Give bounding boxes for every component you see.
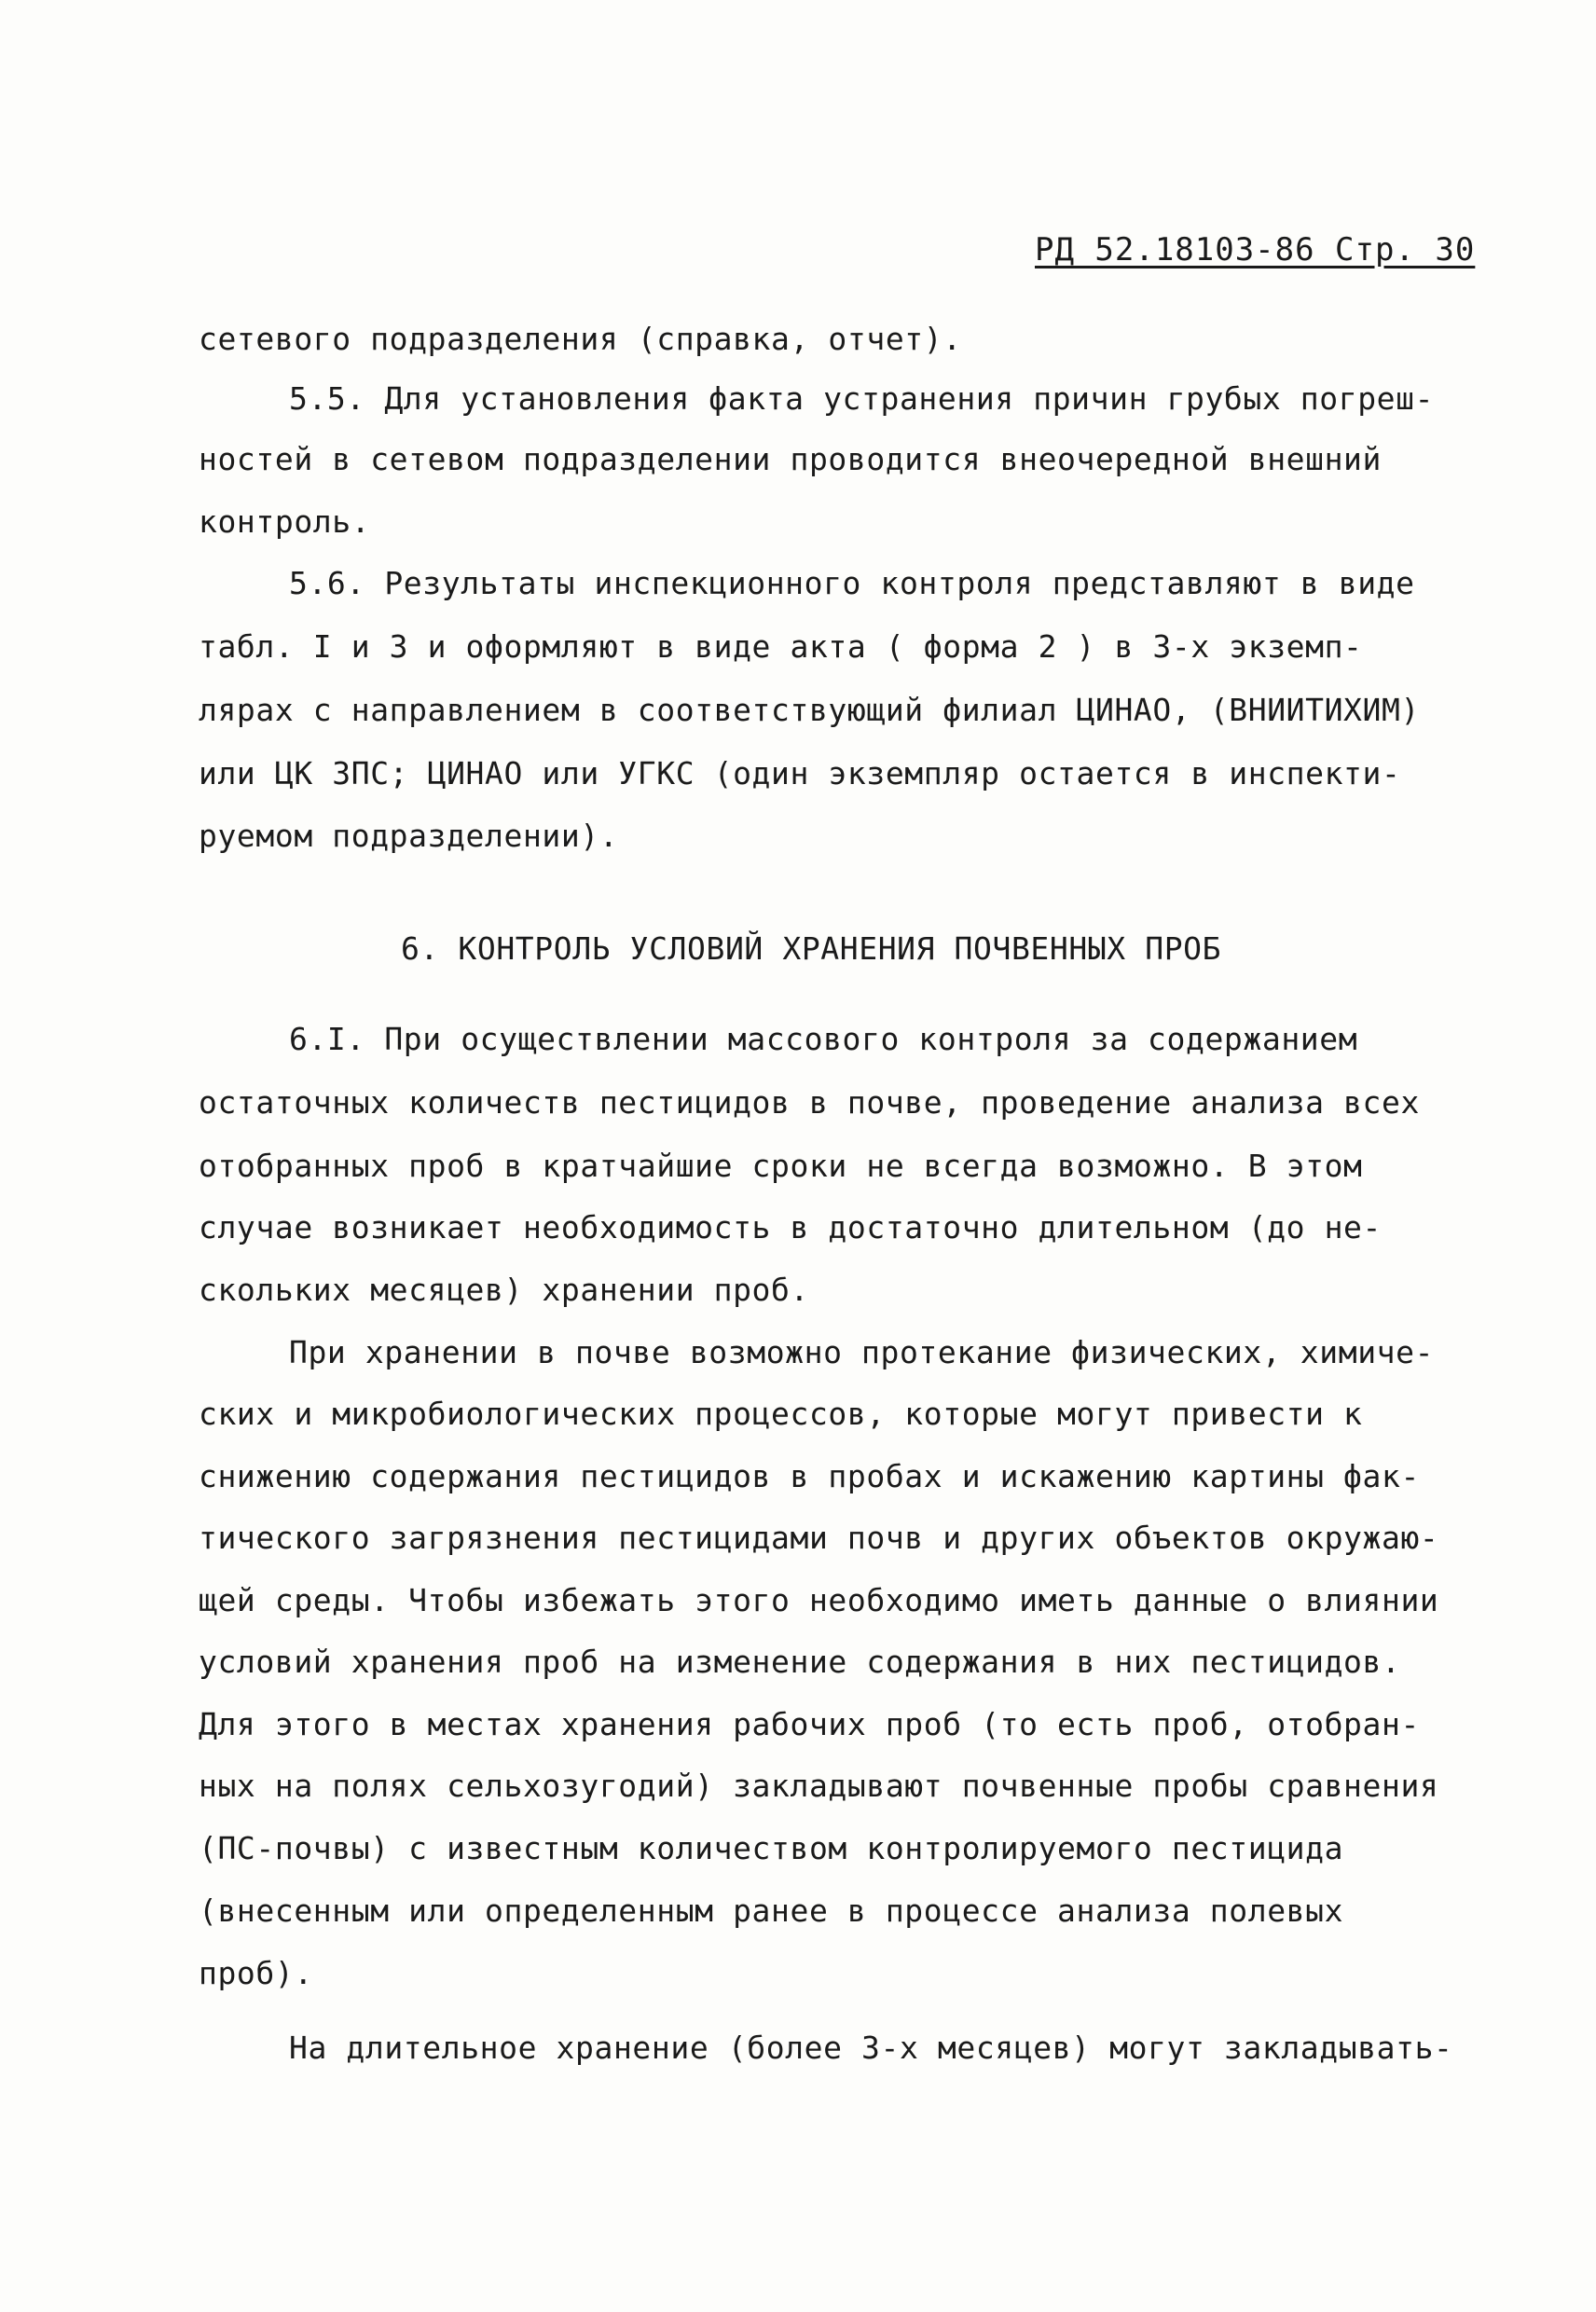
text-line: ских и микробиологических процессов, которые могут привести к [199,1396,1363,1432]
text-line: Для этого в местах хранения рабочих проб (то есть проб, отобран- [199,1706,1420,1742]
text-line: тического загрязнения пестицидами почв и других объектов окружаю- [199,1520,1439,1556]
text-line: На длительное хранение (более 3-х месяцев) могут закладывать- [289,2030,1453,2066]
text-line: табл. I и 3 и оформляют в виде акта ( форма 2 ) в 3-х экземп- [199,628,1363,665]
text-line: сетевого подразделения (справка, отчет). [199,321,962,357]
text-line: лярах с направлением в соответствующий филиал ЦИНАО, (ВНИИТИХИМ) [199,692,1420,728]
text-line: 5.6. Результаты инспекционного контроля представляют в виде [289,565,1415,601]
text-line: условий хранения проб на изменение содержания в них пестицидов. [199,1644,1401,1680]
text-line: руемом подразделении). [199,818,619,854]
section-heading: 6. КОНТРОЛЬ УСЛОВИЙ ХРАНЕНИЯ ПОЧВЕННЫХ ПРОБ [401,930,1222,967]
text-line: снижению содержания пестицидов в пробах и искажению картины фак- [199,1458,1420,1494]
text-line: При хранении в почве возможно протекание физических, химиче- [289,1334,1435,1370]
text-line: (ПС-почвы) с известным количеством контролируемого пестицида [199,1830,1344,1866]
text-line: 5.5. Для установления факта устранения причин грубых погреш- [289,380,1435,417]
text-line: 6.I. При осуществлении массового контроля за содержанием [289,1021,1358,1057]
text-line: проб). [199,1955,313,1991]
page-header-doc-ref: РД 52.18103-86 Стр. 30 [1035,231,1476,268]
text-line: щей среды. Чтобы избежать этого необходимо иметь данные о влиянии [199,1582,1439,1618]
text-line: скольких месяцев) хранении проб. [199,1272,809,1308]
text-line: отобранных проб в кратчайшие сроки не всегда возможно. В этом [199,1148,1363,1184]
text-line: ностей в сетевом подразделении проводится внеочередной внешний [199,441,1382,477]
text-line: остаточных количеств пестицидов в почве, проведение анализа всех [199,1084,1420,1121]
text-line: контроль. [199,503,371,540]
text-line: ных на полях сельхозугодий) закладывают почвенные пробы сравнения [199,1768,1439,1804]
text-line: или ЦК ЗПС; ЦИНАО или УГКС (один экземпляр остается в инспекти- [199,755,1401,791]
text-line: случае возникает необходимость в достаточно длительном (до не- [199,1209,1382,1245]
text-line: (внесенным или определенным ранее в процессе анализа полевых [199,1892,1344,1929]
